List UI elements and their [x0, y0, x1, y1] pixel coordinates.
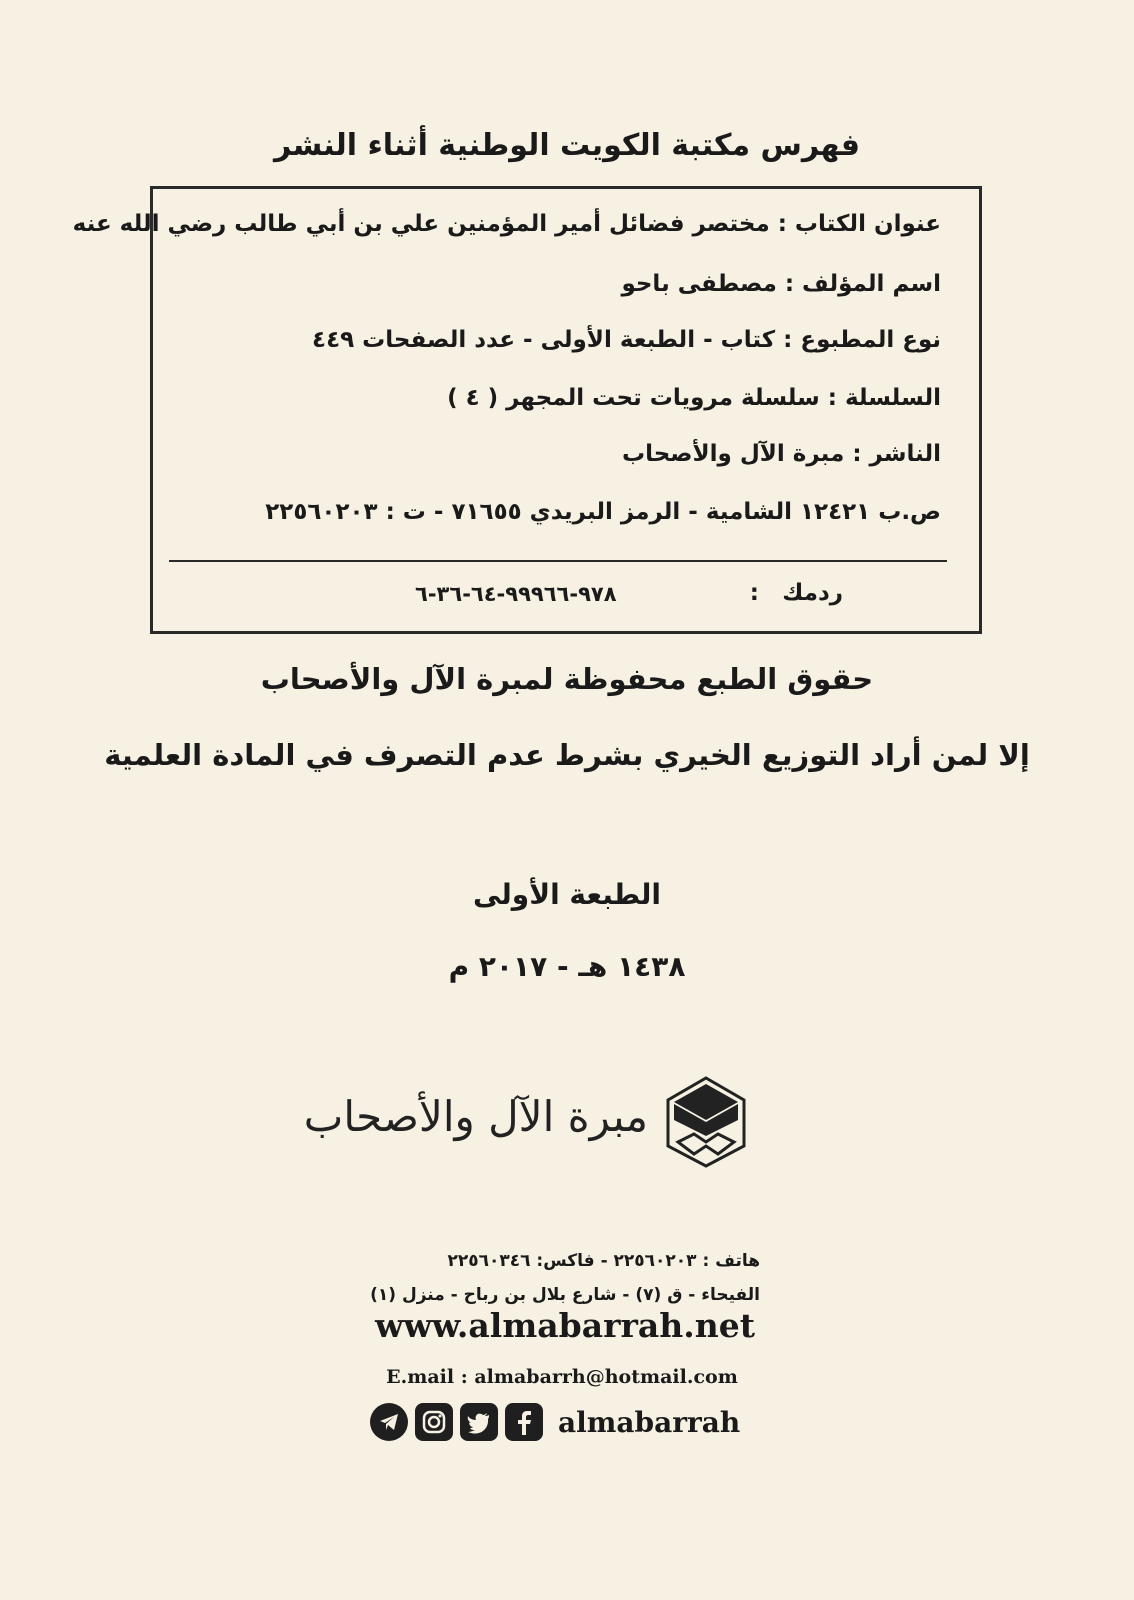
catalog-heading: فهرس مكتبة الكويت الوطنية أثناء النشر — [274, 128, 860, 163]
isbn-colon: : — [749, 580, 759, 606]
catalog-box — [72, 186, 982, 634]
distribution-notice: إلا لمن أراد التوزيع الخيري بشرط عدم التصرف في المادة العلمية — [104, 738, 1030, 772]
edition-date: ١٤٣٨ هـ - ٢٠١٧ م — [448, 950, 686, 983]
catalog-line-series: السلسلة : سلسلة مرويات تحت المجهر ( ٤ ) — [447, 385, 941, 411]
catalog-line-title: عنوان الكتاب : مختصر فضائل أمير المؤمنين علي بن أبي طالب رضي الله عنه — [72, 211, 941, 237]
edition-label: الطبعة الأولى — [472, 878, 662, 911]
publisher-logo — [303, 1070, 756, 1170]
email-text[interactable]: E.mail : almabarrh@hotmail.com — [386, 1366, 738, 1388]
isbn-value: ٩٧٨-٩٩٩٦٦-٦٤-٣٦-٦ — [415, 582, 617, 606]
address-line: الفيحاء - ق (٧) - شارع بلال بن رباح - منزل (١) — [370, 1285, 760, 1305]
phone-fax-line: هاتف : ٢٢٥٦٠٢٠٣ - فاكس: ٢٢٥٦٠٣٤٦ — [447, 1251, 760, 1271]
catalog-line-address: ص.ب ١٢٤٢١ الشامية - الرمز البريدي ٧١٦٥٥ - ت : ٢٢٥٦٠٢٠٣ — [265, 499, 941, 525]
twitter-icon[interactable] — [460, 1403, 498, 1441]
catalog-line-publisher: الناشر : مبرة الآل والأصحاب — [621, 441, 941, 467]
catalog-line-author: اسم المؤلف : مصطفى باحو — [621, 271, 941, 297]
catalog-line-print-type: نوع المطبوع : كتاب - الطبعة الأولى - عدد الصفحات ٤٤٩ — [312, 327, 941, 353]
facebook-icon[interactable] — [505, 1403, 543, 1441]
social-row — [370, 1402, 740, 1442]
publisher-logo-text: مبرة الآل والأصحاب — [303, 1092, 648, 1141]
social-handle[interactable]: almabarrah — [558, 1405, 741, 1439]
isbn-label: ردمك — [782, 580, 843, 606]
instagram-icon[interactable] — [415, 1403, 453, 1441]
rights-notice: حقوق الطبع محفوظة لمبرة الآل والأصحاب — [260, 662, 874, 696]
contact-block — [368, 1244, 760, 1312]
kaaba-handshake-icon — [656, 1070, 756, 1170]
catalog-divider — [169, 560, 947, 562]
website-link[interactable]: www.almabarrah.net — [375, 1306, 755, 1345]
telegram-icon[interactable] — [370, 1403, 408, 1441]
